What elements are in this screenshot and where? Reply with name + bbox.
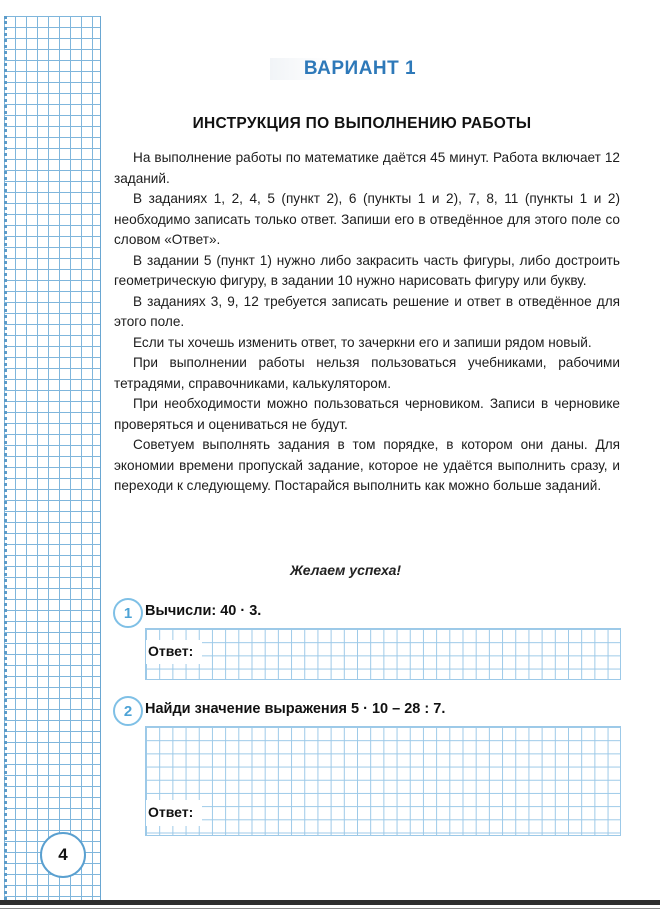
- task-1-answer-grid[interactable]: [145, 628, 621, 680]
- task-1-number: 1: [113, 598, 143, 628]
- task-2-text: Найди значение выражения 5 · 10 – 28 : 7.: [145, 701, 446, 717]
- instruction-title: ИНСТРУКЦИЯ ПО ВЫПОЛНЕНИЮ РАБОТЫ: [192, 115, 532, 132]
- page-number: 4: [40, 832, 86, 878]
- margin-grid: [4, 16, 101, 900]
- instruction-paragraph: В заданиях 3, 9, 12 требуется записать решение и ответ в отведённое для этого поле.: [114, 293, 620, 329]
- wish-text: Желаем успеха!: [290, 562, 402, 578]
- instruction-paragraph: На выполнение работы по математике даётся 45 минут. Работа включает 12 заданий.: [114, 150, 620, 186]
- task-2-answer-label: Ответ:: [148, 804, 194, 820]
- instruction-paragraph: При выполнении работы нельзя пользоваться учебниками, рабочими тетрадями, справочниками, калькулятором.: [114, 355, 620, 391]
- task-1-text: Вычисли: 40 · 3.: [145, 603, 262, 619]
- bottom-bar: [0, 900, 660, 905]
- bottom-line: [0, 908, 660, 909]
- instruction-paragraph: Если ты хочешь изменить ответ, то зачеркни его и запиши рядом новый.: [133, 334, 592, 350]
- instruction-paragraph: Советуем выполнять задания в том порядке, в котором они даны. Для экономии времени пропускай задание, которое не удаётся выполнить сразу, и переходи к следующему. Постарайся выполнить как можно больше заданий.: [114, 437, 620, 493]
- task-2-number: 2: [113, 696, 143, 726]
- instruction-paragraph: В заданиях 1, 2, 4, 5 (пункт 2), 6 (пункты 1 и 2), 7, 8, 11 (пункты 1 и 2) необходимо записать только ответ. Запиши его в отведённое для этого поле со словом «Ответ».: [114, 191, 620, 247]
- task-2-answer-grid[interactable]: [145, 726, 621, 836]
- task-1-answer-label: Ответ:: [148, 643, 194, 659]
- instruction-paragraph: При необходимости можно пользоваться черновиком. Записи в черновике проверяться и оцениваться не будут.: [114, 396, 620, 432]
- variant-title: ВАРИАНТ 1: [303, 58, 417, 79]
- instruction-paragraph: В задании 5 (пункт 1) нужно либо закрасить часть фигуры, либо достроить геометрическую фигуру, в задании 10 нужно нарисовать фигуру или букву.: [114, 252, 620, 288]
- instructions-text: [114, 148, 620, 497]
